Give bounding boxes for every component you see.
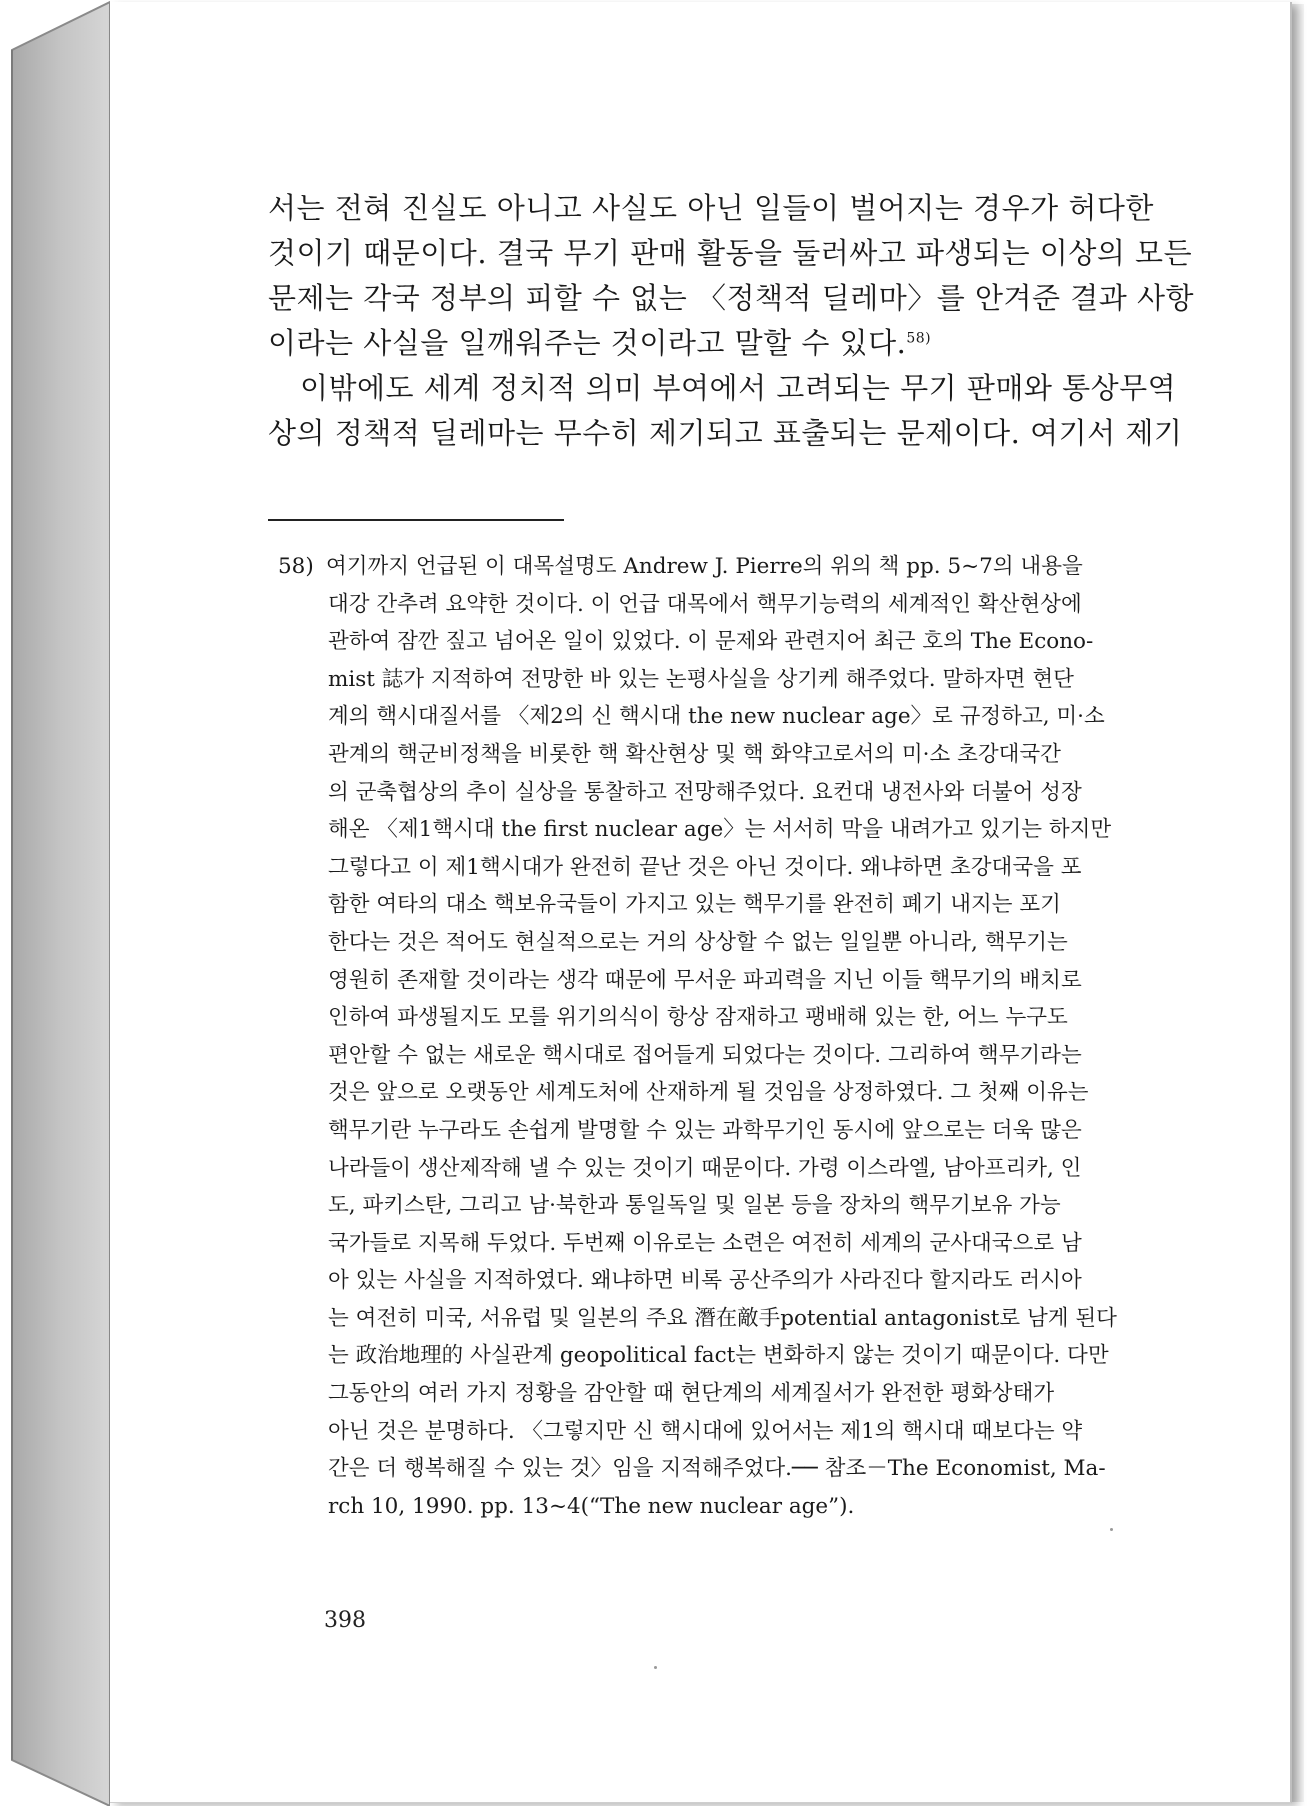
footnote-line: mist 誌가 지적하여 전망한 바 있는 논평사실을 상기케 해주었다. 말하자면 현단 [328, 666, 1074, 692]
footnote-line: 핵무기란 누구라도 손쉽게 발명할 수 있는 과학무기인 동시에 앞으로는 더욱 많은 [328, 1117, 1082, 1143]
main-text-line-content: 이라는 사실을 일깨워주는 것이라고 말할 수 있다. [268, 326, 907, 360]
footnote-line: 관계의 핵군비정책을 비롯한 핵 확산현상 및 핵 화약고로서의 미·소 초강대국간 [328, 741, 1061, 767]
main-text-line: 문제는 각국 정부의 피할 수 없는 〈정책적 딜레마〉를 안겨준 결과 사항 [268, 281, 1195, 315]
page-number: 398 [324, 1608, 366, 1633]
footnote-line: 국가들로 지목해 두었다. 두번째 이유로는 소련은 여전히 세계의 군사대국으로 남 [328, 1230, 1082, 1256]
main-text-line: 이밖에도 세계 정치적 의미 부여에서 고려되는 무기 판매와 통상무역 [300, 371, 1177, 405]
footnote-line: 그렇다고 이 제1핵시대가 완전히 끝난 것은 아닌 것이다. 왜냐하면 초강대국을 포 [328, 854, 1082, 880]
footnote [278, 548, 1178, 1525]
main-text-line: 서는 전혀 진실도 아니고 사실도 아닌 일들이 벌어지는 경우가 허다한 [268, 191, 1154, 225]
footnote-line: 나라들이 생산제작해 낼 수 있는 것이기 때문이다. 가령 이스라엘, 남아프리카, 인 [328, 1155, 1082, 1181]
main-text-line: 것이기 때문이다. 결국 무기 판매 활동을 둘러싸고 파생되는 이상의 모든 [268, 236, 1193, 270]
footnote-line: 아닌 것은 분명하다. 〈그렇지만 신 핵시대에 있어서는 제1의 핵시대 때보다는 약 [328, 1418, 1083, 1444]
footnote-line: 계의 핵시대질서를 〈제2의 신 핵시대 the new nuclear age〉로 규정하고, 미·소 [328, 704, 1105, 730]
footnote-line: 아 있는 사실을 지적하였다. 왜냐하면 비록 공산주의가 사라진다 할지라도 러시아 [328, 1268, 1082, 1294]
footnote-line: 것은 앞으로 오랫동안 세계도처에 산재하게 될 것임을 상정하였다. 그 첫째 이유는 [328, 1080, 1089, 1106]
footnote-divider [268, 519, 564, 521]
footnote-line: 해온 〈제1핵시대 the first nuclear age〉는 서서히 막을 내려가고 있기는 하지만 [328, 817, 1112, 843]
footnote-line: 한다는 것은 적어도 현실적으로는 거의 상상할 수 없는 일일뿐 아니라, 핵무기는 [328, 929, 1068, 955]
scan-speck [1110, 1528, 1113, 1531]
footnote-line: 대강 간추려 요약한 것이다. 이 언급 대목에서 핵무기능력의 세계적인 확산현상에 [328, 591, 1082, 617]
footnote-line-content: 여기까지 언급된 이 대목설명도 Andrew J. Pierre의 위의 책 pp. 5~7의 내용을 [326, 554, 1083, 579]
footnote-line: 간은 더 행복해질 수 있는 것〉임을 지적해주었다.── 참조－The Economist, Ma- [328, 1456, 1106, 1482]
scan-speck [654, 1666, 657, 1669]
main-text-line [268, 321, 1168, 366]
footnote-line: 관하여 잠깐 짚고 넘어온 일이 있었다. 이 문제와 관련지어 최근 호의 The Econo- [328, 629, 1094, 655]
footnote-line: 인하여 파생될지도 모를 위기의식이 항상 잠재하고 팽배해 있는 한, 어느 누구도 [328, 1005, 1068, 1031]
footnote-line: 의 군축협상의 추이 실상을 통찰하고 전망해주었다. 요컨대 냉전사와 더불어 성장 [328, 779, 1082, 805]
footnote-line: 는 여전히 미국, 서유럽 및 일본의 주요 潛在敵手potential antagonist로 남게 된다 [328, 1305, 1117, 1331]
footnote-line: 도, 파키스탄, 그리고 남·북한과 통일독일 및 일본 등을 장차의 핵무기보유 가능 [328, 1193, 1061, 1219]
main-text-line: 상의 정책적 딜레마는 무수히 제기되고 표출되는 문제이다. 여기서 제기 [268, 416, 1183, 450]
page-edge [1290, 4, 1304, 1802]
footnote-reference[interactable]: 58) [906, 330, 932, 347]
footnote-line: 함한 여타의 대소 핵보유국들이 가지고 있는 핵무기를 완전히 폐기 내지는 포기 [328, 892, 1061, 918]
footnote-line: 는 政治地理的 사실관계 geopolitical fact는 변화하지 않는 것이기 때문이다. 다만 [328, 1343, 1109, 1369]
footnote-line: 편안할 수 없는 새로운 핵시대로 접어들게 되었다는 것이다. 그리하여 핵무기라는 [328, 1042, 1082, 1068]
footnote-line: 영원히 존재할 것이라는 생각 때문에 무서운 파괴력을 지닌 이들 핵무기의 배치로 [328, 967, 1082, 993]
footnote-number: 58) [278, 554, 314, 579]
footnote-line: 그동안의 여러 가지 정황을 감안할 때 현단계의 세계질서가 완전한 평화상태가 [328, 1381, 1055, 1407]
footnote-line [278, 548, 1178, 586]
footnote-line: rch 10, 1990. pp. 13~4(“The new nuclear age”). [328, 1493, 855, 1519]
book-spine [0, 0, 110, 1806]
main-text [268, 186, 1195, 456]
